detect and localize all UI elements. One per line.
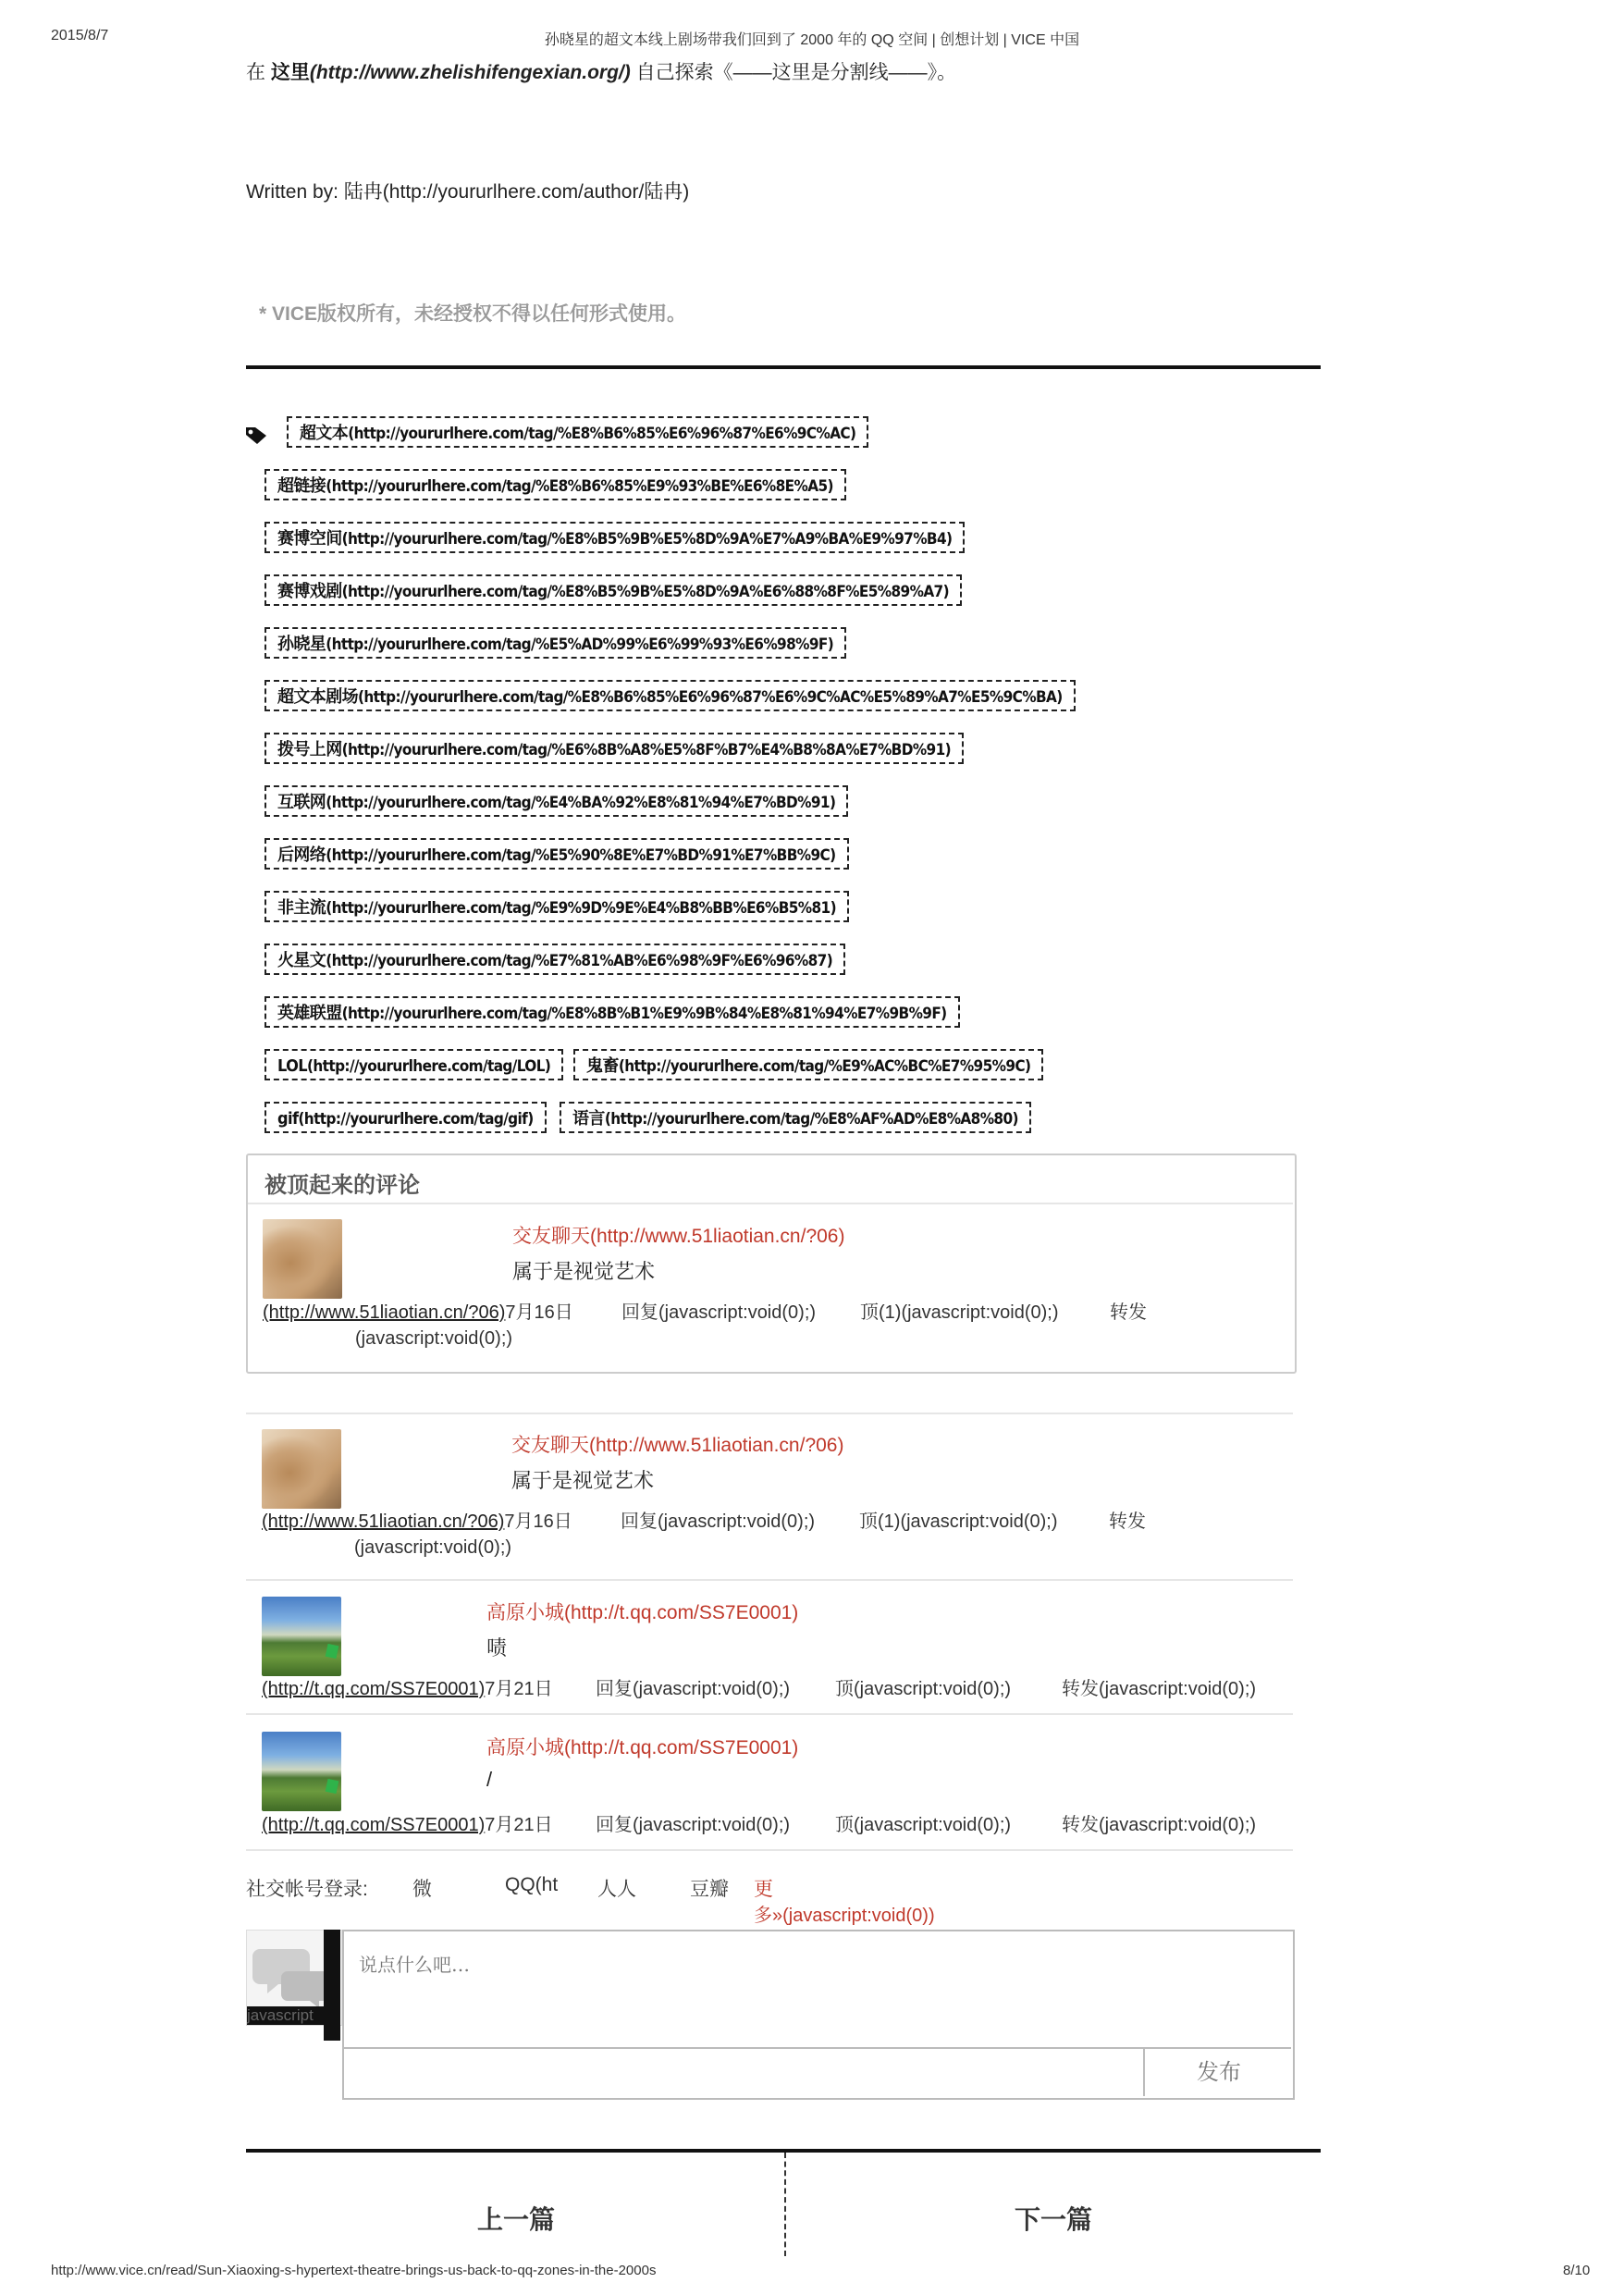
tag-saibokongjian[interactable]: 赛博空间(http://yoururlhere.com/tag/%E8%B5%9B%E5%8D%9A%E7%A9%BA%E9%97%B4) [265, 522, 965, 553]
divider [246, 2149, 1321, 2153]
next-article-link[interactable]: 下一篇 [1015, 2205, 1093, 2234]
print-page-title: 孙晓星的超文本线上剧场带我们回到了 2000 年的 QQ 空间 | 创想计划 | VICE 中国 [544, 32, 1080, 48]
tag-guichu[interactable]: 鬼畜(http://yoururlhere.com/tag/%E9%AC%BC%E7%95%9C) [573, 1049, 1043, 1080]
compose-avatar-caption: javascript [247, 2006, 339, 2025]
commenter-avatar[interactable] [262, 1597, 341, 1676]
comment-divider [246, 1849, 1293, 1851]
commenter-name[interactable]: 高原小城(http://t.qq.com/SS7E0001) [486, 1602, 799, 1623]
copyright-notice: * VICE版权所有，未经授权不得以任何形式使用。 [259, 303, 687, 325]
commenter-name[interactable]: 交友聊天(http://www.51liaotian.cn/?06) [511, 1435, 844, 1456]
written-by[interactable]: Written by: 陆冉(http://yoururlhere.com/author/陆冉) [246, 181, 690, 203]
commenter-avatar[interactable] [262, 1429, 341, 1509]
here-link[interactable]: 这里 [270, 62, 310, 83]
tag-saiboxiju[interactable]: 赛博戏剧(http://yoururlhere.com/tag/%E8%B5%9B%E5%8D%9A%E6%88%8F%E5%89%A7) [265, 574, 962, 606]
upvote-button[interactable]: 顶(javascript:void(0);) [835, 1815, 1012, 1835]
comment-divider [246, 1713, 1293, 1715]
avatar-link[interactable]: (http://t.qq.com/SS7E0001) [262, 1679, 486, 1699]
comment-text: 啧 [486, 1636, 508, 1660]
prev-article-link[interactable]: 上一篇 [477, 2205, 556, 2234]
tag-chaowenbenjuchang[interactable]: 超文本剧场(http://yoururlhere.com/tag/%E8%B6%85%E6%96%87%E6%9C%AC%E5%89%A7%E5%9C%BA) [265, 680, 1076, 711]
social-login-label: 社交帐号登录: [246, 1879, 368, 1900]
avatar-link[interactable]: (http://www.51liaotian.cn/?06) [262, 1511, 505, 1532]
publish-button[interactable]: 发布 [1143, 2049, 1293, 2096]
comment-meta [263, 1297, 573, 1324]
print-date: 2015/8/7 [51, 28, 109, 43]
tag-feizhuliu[interactable]: 非主流(http://yoururlhere.com/tag/%E9%9D%9E%E4%B8%BB%E6%B5%81) [265, 891, 849, 922]
share-button[interactable]: 转发(javascript:void(0);) [1062, 1679, 1257, 1699]
comment-text: / [486, 1768, 493, 1791]
tag-houwangluo[interactable]: 后网络(http://yoururlhere.com/tag/%E5%90%8E%E7%BD%91%E7%BB%9C) [265, 838, 849, 870]
avatar-link[interactable]: (http://t.qq.com/SS7E0001) [262, 1815, 486, 1835]
explore-suffix: 自己探索《——这里是分割线——》。 [630, 62, 957, 83]
top-comments-title: 被顶起来的评论 [265, 1173, 420, 1198]
reply-button[interactable]: 回复(javascript:void(0);) [621, 1511, 816, 1532]
comment-divider [246, 1579, 1293, 1581]
explore-line [246, 57, 956, 85]
tag-chaolianjie[interactable]: 超链接(http://yoururlhere.com/tag/%E8%B6%85%E9%93%BE%E6%8E%A5) [265, 469, 846, 500]
share-button[interactable]: 转发 [1110, 1302, 1147, 1323]
share-js[interactable]: (javascript:void(0);) [355, 1328, 513, 1349]
commenter-avatar[interactable] [263, 1219, 342, 1299]
tag-yuyan[interactable]: 语言(http://yoururlhere.com/tag/%E8%AF%AD%E8%A8%80) [560, 1102, 1031, 1133]
reply-button[interactable]: 回复(javascript:void(0);) [621, 1302, 817, 1323]
social-douban[interactable]: 豆瓣 [690, 1879, 729, 1900]
tag-chaowenben[interactable]: 超文本(http://yoururlhere.com/tag/%E8%B6%85%E6%96%87%E6%9C%AC) [287, 416, 868, 448]
comment-text: 属于是视觉艺术 [511, 1469, 655, 1492]
share-button[interactable]: 转发 [1109, 1511, 1146, 1532]
print-footer-url: http://www.vice.cn/read/Sun-Xiaoxing-s-hypertext-theatre-brings-us-back-to-qq-zones-in-the-2000s [51, 2263, 657, 2278]
reply-button[interactable]: 回复(javascript:void(0);) [596, 1679, 791, 1699]
tag-lol[interactable]: LOL(http://yoururlhere.com/tag/LOL) [265, 1049, 563, 1080]
social-qq[interactable]: QQ(ht [505, 1874, 559, 1895]
comment-date: 7月16日 [505, 1302, 573, 1323]
commenter-name[interactable]: 高原小城(http://t.qq.com/SS7E0001) [486, 1737, 799, 1758]
explore-prefix: 在 [246, 62, 271, 83]
social-more-link[interactable]: 多»(javascript:void(0)) [754, 1906, 935, 1926]
comment-date: 7月21日 [485, 1679, 553, 1699]
comment-date: 7月21日 [485, 1815, 553, 1835]
share-button[interactable]: 转发(javascript:void(0);) [1062, 1815, 1257, 1835]
upvote-button[interactable]: 顶(javascript:void(0);) [835, 1679, 1012, 1699]
tag-huoxingwen[interactable]: 火星文(http://yoururlhere.com/tag/%E7%81%AB%E6%98%9F%E6%96%87) [265, 944, 845, 975]
comment-divider [246, 1413, 1293, 1414]
comment-meta [262, 1809, 553, 1836]
divider [246, 365, 1321, 369]
top-comments-title-divider [248, 1203, 1293, 1204]
comment-input-placeholder: 说点什么吧… [359, 1954, 470, 1976]
commenter-name[interactable]: 交友聊天(http://www.51liaotian.cn/?06) [512, 1226, 845, 1247]
social-more[interactable]: 更 [754, 1879, 773, 1900]
comment-text: 属于是视觉艺术 [512, 1260, 656, 1283]
comment-meta [262, 1506, 572, 1533]
social-renren[interactable]: 人人 [597, 1879, 636, 1900]
upvote-button[interactable]: 顶(1)(javascript:void(0);) [859, 1511, 1058, 1532]
compose-avatar-edge [324, 1930, 340, 2041]
social-weibo[interactable]: 微 [412, 1879, 432, 1900]
tag-sunxiaoxing[interactable]: 孙晓星(http://yoururlhere.com/tag/%E5%AD%99%E6%99%93%E6%98%9F) [265, 627, 846, 659]
tag-hulianwang[interactable]: 互联网(http://yoururlhere.com/tag/%E4%BA%92%E8%81%94%E7%BD%91) [265, 785, 848, 817]
share-js[interactable]: (javascript:void(0);) [354, 1537, 512, 1558]
nav-divider [784, 2153, 786, 2256]
tag-bohaoshangwang[interactable]: 拨号上网(http://yoururlhere.com/tag/%E6%8B%A8%E5%8F%B7%E4%B8%8A%E7%BD%91) [265, 733, 964, 764]
tag-icon [244, 424, 268, 446]
avatar-link[interactable]: (http://www.51liaotian.cn/?06) [263, 1302, 506, 1323]
tag-gif[interactable]: gif(http://yoururlhere.com/tag/gif) [265, 1102, 547, 1133]
print-page-number: 8/10 [1563, 2263, 1591, 2278]
tag-yingxionglianmeng[interactable]: 英雄联盟(http://yoururlhere.com/tag/%E8%8B%B1%E9%9B%84%E8%81%94%E7%9B%9F) [265, 996, 960, 1028]
here-link-url[interactable]: (http://www.zhelishifengexian.org/) [309, 62, 631, 83]
commenter-avatar[interactable] [262, 1732, 341, 1811]
upvote-button[interactable]: 顶(1)(javascript:void(0);) [860, 1302, 1059, 1323]
comment-date: 7月16日 [504, 1511, 572, 1532]
reply-button[interactable]: 回复(javascript:void(0);) [596, 1815, 791, 1835]
comment-meta [262, 1673, 553, 1700]
